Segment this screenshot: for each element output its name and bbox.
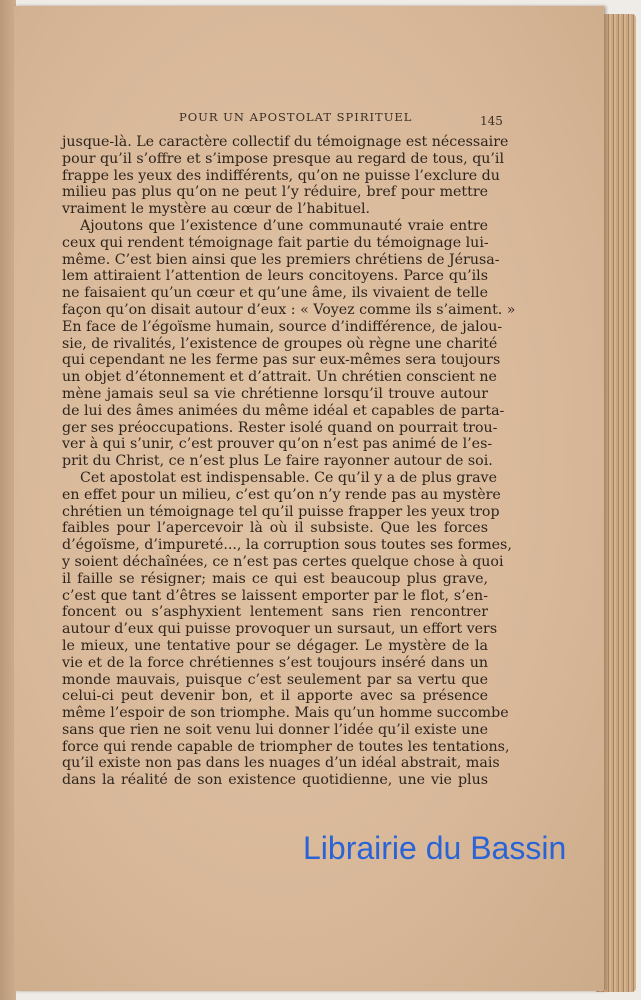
text-line: force qui rende capable de triompher de toutes les tentations, <box>62 738 510 755</box>
text-line: foncent ou s’asphyxient lentement sans rien rencontrer <box>62 604 488 621</box>
page-body-text <box>62 134 516 789</box>
text-line: monde mauvais, puisque c’est seulement par sa vertu que <box>62 671 488 688</box>
text-line: en effet pour un milieu, c’est qu’on n’y rende pas au mystère <box>62 486 501 503</box>
text-line: vie et de la force chrétiennes s’est toujours inséré dans un <box>62 654 488 671</box>
text-line: qu’il existe non pas dans les nuages d’un idéal abstrait, mais <box>62 755 500 772</box>
text-line: milieu pas plus qu’on ne peut l’y réduire, bref pour mettre <box>62 184 488 201</box>
text-line: il faille se résigner; mais ce qui est beaucoup plus grave, <box>62 570 488 587</box>
text-line: faibles pour l’apercevoir là où il subsiste. Que les forces <box>62 520 488 537</box>
text-line: autour d’eux qui puisse provoquer un sursaut, un effort vers <box>62 621 498 638</box>
text-line: vraiment le mystère au cœur de l’habituel. <box>62 201 371 218</box>
running-title: POUR UN APOSTOLAT SPIRITUEL <box>179 110 413 124</box>
text-line: de lui des âmes animées du même idéal et capables de parta- <box>62 402 505 419</box>
text-line: prit du Christ, ce n’est plus Le faire rayonner autour de soi. <box>62 453 493 470</box>
text-line: sie, de rivalités, l’existence de groupes où règne une charité <box>62 335 498 352</box>
text-line: ger ses préoccupations. Rester isolé quand on pourrait trou- <box>62 419 498 436</box>
text-line: un objet d’étonnement et d’attrait. Un chrétien conscient ne <box>62 369 497 386</box>
text-line: chrétien un témoignage tel qu’il puisse frapper les yeux trop <box>62 503 500 520</box>
text-line: dans la réalité de son existence quotidienne, une vie plus <box>62 772 488 789</box>
text-line: celui-ci peut devenir bon, et il apporte avec sa présence <box>62 688 488 705</box>
text-line: le mieux, une tentative pour se dégager. Le mystère de la <box>62 637 488 654</box>
text-line: ne faisaient qu’un cœur et qu’une âme, ils vivaient de telle <box>62 285 488 302</box>
text-line: En face de l’égoïsme humain, source d’indifférence, de jalou- <box>62 318 503 335</box>
text-line: lem attiraient l’attention de leurs concitoyens. Parce qu’ils <box>62 268 488 285</box>
text-line: Ajoutons que l’existence d’une communauté vraie entre <box>80 217 488 234</box>
watermark: Librairie du Bassin <box>303 830 567 866</box>
text-line: façon qu’on disait autour d’eux : « Voyez comme ils s’aiment. » <box>62 301 516 318</box>
page-number: 145 <box>480 114 503 128</box>
text-line: ver à qui s’unir, c’est prouver qu’on n’est pas animé de l’es- <box>62 436 493 453</box>
text-line: c’est que tant d’êtres se laissent emporter par le flot, s’en- <box>62 587 488 604</box>
text-line: d’égoïsme, d’impureté..., la corruption sous toutes ses formes, <box>62 537 512 554</box>
text-line: mène jamais seul sa vie chrétienne lorsqu’il trouve autour <box>62 385 488 402</box>
text-line: sans que rien ne soit venu lui donner l’idée qu’il existe une <box>62 721 488 738</box>
text-line: qui cependant ne les ferme pas sur eux-mêmes sera toujours <box>62 352 501 369</box>
text-line: Cet apostolat est indispensable. Ce qu’il y a de plus grave <box>80 469 497 486</box>
text-line: y soient déchaînées, ce n’est pas certes quelque chose à quoi <box>62 553 504 570</box>
text-line: pour qu’il s’offre et s’impose presque au regard de tous, qu’il <box>62 150 505 167</box>
text-line: même. C’est bien ainsi que les premiers chrétiens de Jérusa- <box>62 251 500 268</box>
text-line: même l’espoir de son triomphe. Mais qu’un homme succombe <box>62 705 509 722</box>
text-line: ceux qui rendent témoignage fait partie du témoignage lui- <box>62 234 489 251</box>
text-line: jusque-là. Le caractère collectif du témoignage est nécessaire <box>62 134 509 150</box>
text-line: frappe les yeux des indifférents, qu’on ne puisse l’exclure du <box>62 167 500 184</box>
